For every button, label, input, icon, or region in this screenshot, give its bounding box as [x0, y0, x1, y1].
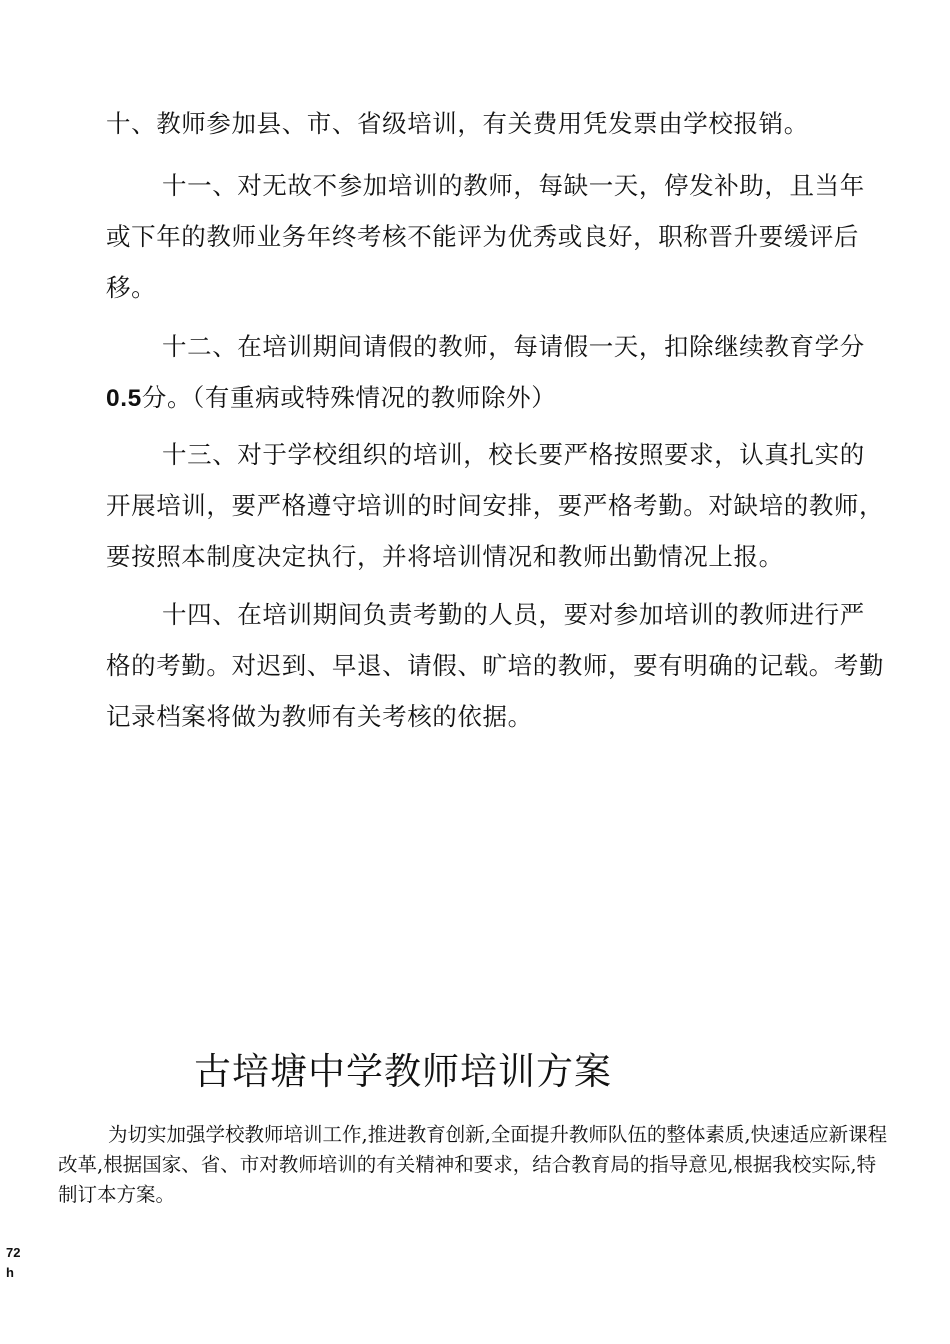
clause-10: 十、教师参加县、市、省级培训，有关费用凭发票由学校报销。 — [106, 109, 809, 138]
page-number — [6, 1243, 36, 1283]
clause-12 — [106, 321, 888, 424]
clause-14: 十四、在培训期间负责考勤的人员，要对参加培训的教师进行严格的考勤。对迟到、早退、请假、旷培的教师，要有明确的记载。考勤记录档案将做为教师有关考核的依据。 — [106, 600, 885, 731]
plan-intro: 为切实加强学校教师培训工作,推进教育创新,全面提升教师队伍的整体素质,快速适应新课程改革,根据国家、省、市对教师培训的有关精神和要求，结合教育局的指导意见,根据我校实际,特制订本方案。 — [58, 1123, 888, 1206]
clause-11: 十一、对无故不参加培训的教师，每缺一天，停发补助，且当年或下年的教师业务年终考核不能评为优秀或良好，职称晋升要缓评后移。 — [106, 171, 865, 302]
clause-13: 十三、对于学校组织的培训，校长要严格按照要求，认真扎实的开展培训，要严格遵守培训的时间安排，要严格考勤。对缺培的教师，要按照本制度决定执行，并将培训情况和教师出勤情况上报。 — [106, 440, 885, 571]
clause-12-tail: 分。（有重病或特殊情况的教师除外） — [141, 383, 557, 412]
page-number-suffix: h — [6, 1265, 14, 1280]
credit-value: 0.5 — [106, 385, 142, 412]
plan-title: 古培塘中学教师培训方案 — [194, 1050, 612, 1093]
clause-12-text: 十二、在培训期间请假的教师，每请假一天，扣除继续教育学分 — [162, 332, 865, 361]
page-number-value: 72 — [6, 1245, 21, 1260]
